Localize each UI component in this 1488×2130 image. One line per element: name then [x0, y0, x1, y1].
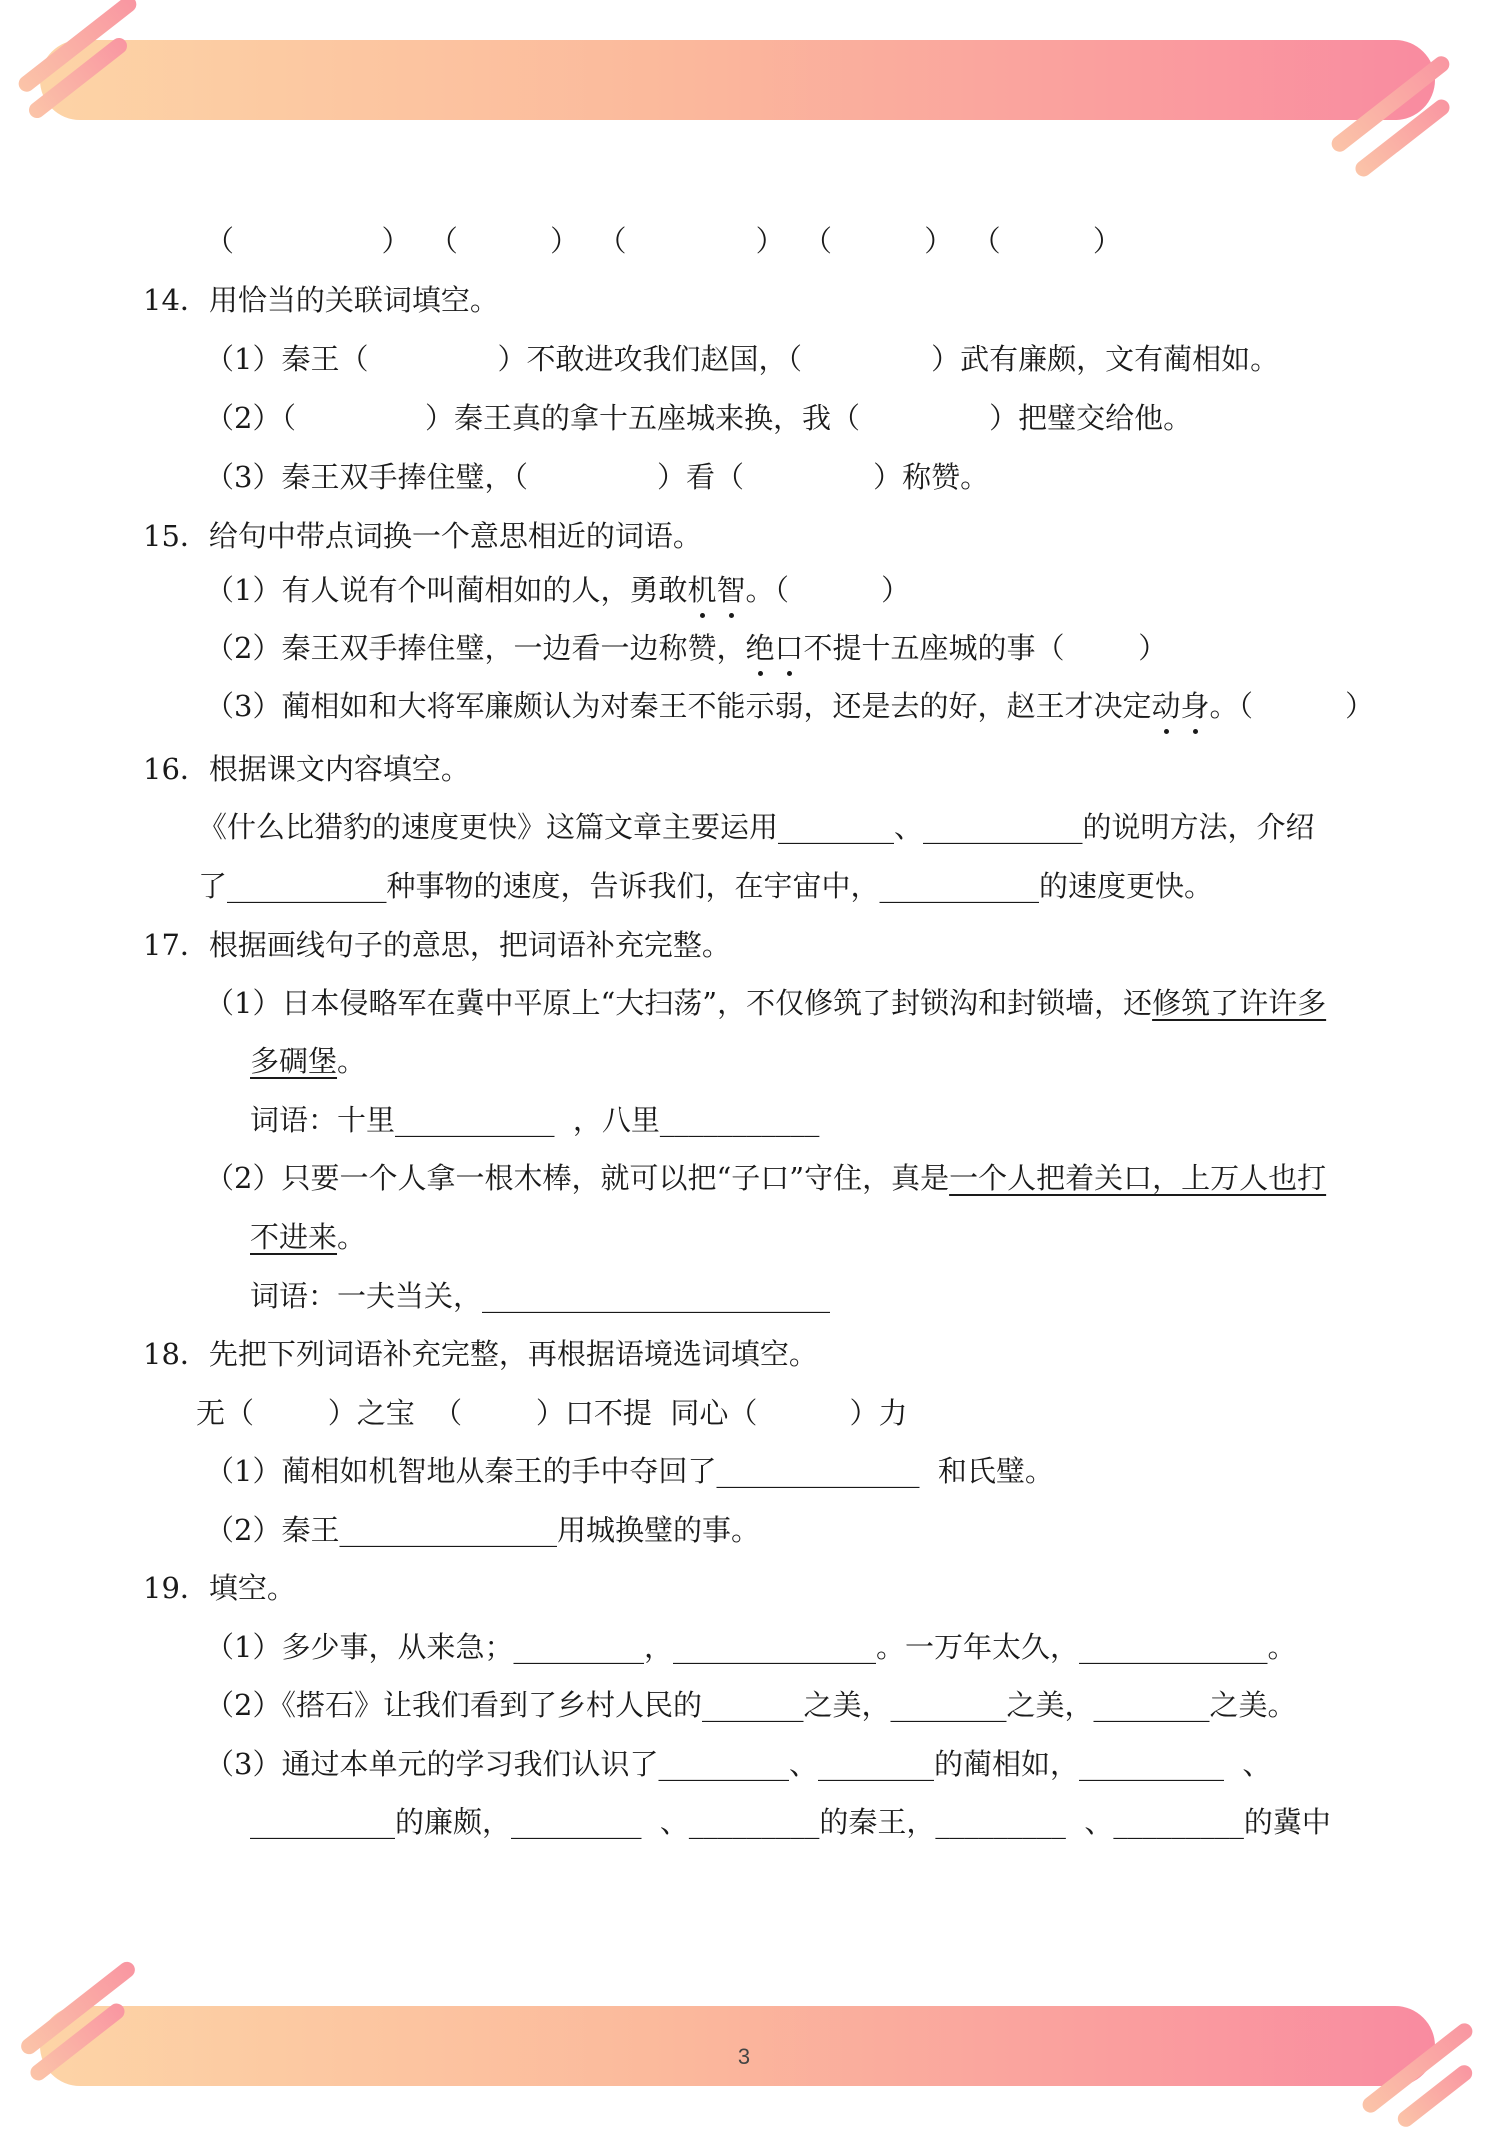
text: 。（ ）	[1209, 689, 1375, 723]
text: （1）有人说有个叫蔺相如的人，勇敢	[205, 573, 688, 607]
text: 。	[337, 1220, 367, 1254]
q18-item-2: （2）秦王_______________用城换璧的事。	[205, 1513, 760, 1547]
question-19-title: 19．填空。	[143, 1571, 296, 1605]
text: 不提十五座城的事（ ）	[803, 631, 1168, 665]
q15-item-3	[205, 686, 1374, 726]
q19-item-3-cont: __________的廉颇，_________ 、_________的秦王，_________ 、_________的冀中	[250, 1805, 1331, 1839]
q17-item-1	[205, 983, 1326, 1023]
text: （1）日本侵略军在冀中平原上“大扫荡”，不仅修筑了封锁沟和封锁墙，还	[205, 986, 1153, 1020]
question-18-title: 18．先把下列词语补充完整，再根据语境选词填空。	[143, 1337, 818, 1371]
q15-item-2	[205, 628, 1167, 668]
question-15-title: 15．给句中带点词换一个意思相近的词语。	[143, 519, 702, 553]
page-number: 3	[737, 2044, 751, 2069]
question-14-title: 14．用恰当的关联词填空。	[143, 283, 499, 317]
dotted-char: 绝	[745, 628, 774, 668]
q17-item-2-words: 词语：一夫当关，________________________	[250, 1279, 831, 1313]
text: 。（ ）	[745, 573, 911, 607]
underlined-text: 一个人把着关口，上万人也打	[949, 1161, 1327, 1195]
q19-item-1: （1）多少事，从来急；_________，______________。一万年太久，_____________。	[205, 1630, 1297, 1664]
q17-item-1-words: 词语：十里___________ ，八里___________	[250, 1103, 820, 1137]
q18-item-1: （1）蔺相如机智地从秦王的手中夺回了______________ 和氏璧。	[205, 1454, 1054, 1488]
dotted-char: 动	[1151, 686, 1180, 726]
dotted-char: 智	[716, 570, 745, 610]
q14-item-1: （1）秦王（ ）不敢进攻我们赵国，（ ）武有廉颇，文有蔺相如。	[205, 342, 1280, 376]
dotted-char: 口	[774, 628, 803, 668]
dotted-char: 身	[1180, 686, 1209, 726]
q15-item-1	[205, 570, 910, 610]
dotted-char: 机	[687, 570, 716, 610]
q19-item-2: （2）《搭石》让我们看到了乡村人民的_______之美，________之美，________之美。	[205, 1688, 1297, 1722]
answer-blanks-row: （ ） （ ） （ ） （ ） （ ）	[205, 224, 1122, 258]
q14-item-2: （2）（ ）秦王真的拿十五座城来换，我（ ）把璧交给他。	[205, 401, 1193, 435]
q16-line-2: 了___________种事物的速度，告诉我们，在宇宙中，___________的速度更快。	[198, 869, 1214, 903]
q17-item-2	[205, 1158, 1326, 1198]
q16-line-1: 《什么比猎豹的速度更快》这篇文章主要运用________、___________的说明方法，介绍	[198, 810, 1315, 844]
q18-idioms: 无（ ）之宝 （ ）口不提 同心（ ）力	[196, 1396, 908, 1430]
text: 。	[337, 1044, 367, 1078]
underlined-text: 多碉堡	[250, 1044, 338, 1078]
text: （3）蔺相如和大将军廉颇认为对秦王不能示弱，还是去的好，赵王才决定	[205, 689, 1152, 723]
text: （2）秦王双手捧住璧，一边看一边称赞，	[205, 631, 746, 665]
underlined-text: 不进来	[250, 1220, 338, 1254]
question-16-title: 16．根据课文内容填空。	[143, 752, 470, 786]
q14-item-3: （3）秦王双手捧住璧，（ ）看（ ）称赞。	[205, 460, 990, 494]
q19-item-3: （3）通过本单元的学习我们认识了_________、________的蔺相如，__________ 、	[205, 1747, 1272, 1781]
q17-item-1-cont	[250, 1041, 366, 1081]
question-17-title: 17．根据画线句子的意思，把词语补充完整。	[143, 928, 731, 962]
q17-item-2-cont	[250, 1217, 366, 1257]
underlined-text: 修筑了许许多	[1152, 986, 1327, 1020]
text: （2）只要一个人拿一根木棒，就可以把“子口”守住，真是	[205, 1161, 950, 1195]
header-banner	[40, 40, 1435, 120]
